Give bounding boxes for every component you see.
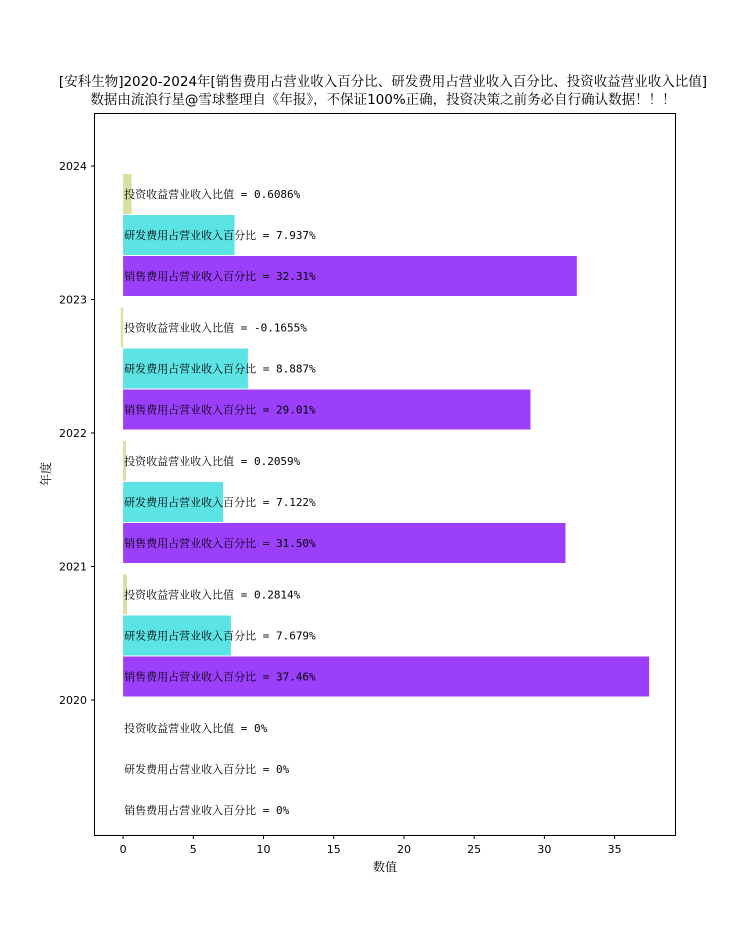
data-label-2021-series-0: 销售费用占营业收入百分比 = 37.46%	[124, 670, 316, 684]
data-label-2020-series-0: 销售费用占营业收入百分比 = 0%	[124, 804, 290, 817]
y-axis-label: 年度	[39, 461, 53, 487]
data-label-2022-series-2: 投资收益营业收入比值 = 0.2059%	[124, 455, 301, 468]
data-label-2024-series-2: 投资收益营业收入比值 = 0.6086%	[124, 188, 301, 201]
x-tick-label: 0	[119, 843, 127, 856]
plot-area	[121, 174, 649, 817]
data-label-2022-series-0: 销售费用占营业收入百分比 = 31.50%	[124, 537, 316, 550]
y-tick-label: 2023	[59, 293, 87, 307]
data-label-2020-series-1: 研发费用占营业收入百分比 = 0%	[124, 763, 290, 776]
x-tick-label: 15	[326, 843, 341, 856]
x-axis	[120, 835, 622, 856]
y-tick-label: 2024	[59, 160, 87, 173]
chart-title: [安科生物]2020-2024年[销售费用占营业收入百分比、研发费用占营业收入百分比、投资收益营业收入比值]	[58, 74, 708, 90]
x-tick-label: 10	[256, 843, 271, 856]
y-tick-label: 2021	[59, 560, 87, 574]
x-tick-label: 30	[537, 843, 552, 856]
x-tick-label: 20	[396, 843, 411, 856]
x-tick-label: 25	[467, 843, 482, 856]
data-label-2024-series-1: 研发费用占营业收入百分比 = 7.937%	[124, 229, 316, 242]
data-label-2020-series-2: 投资收益营业收入比值 = 0%	[124, 722, 268, 735]
chart-subtitle: 数据由流浪行星@雪球整理自《年报》，不保证100%正确，投资决策之前务必自行确认数据！！！	[90, 92, 676, 108]
data-label-2024-series-0: 销售费用占营业收入百分比 = 32.31%	[124, 270, 316, 283]
y-tick-label: 2020	[59, 694, 87, 707]
y-axis	[59, 160, 95, 707]
data-label-2023-series-0: 销售费用占营业收入百分比 = 29.01%	[124, 403, 316, 417]
bar-2023-series-2	[121, 308, 123, 348]
data-label-2022-series-1: 研发费用占营业收入百分比 = 7.122%	[124, 496, 316, 509]
data-label-2021-series-1: 研发费用占营业收入百分比 = 7.679%	[124, 629, 316, 643]
data-label-2023-series-2: 投资收益营业收入比值 = -0.1655%	[124, 321, 307, 335]
data-label-2021-series-2: 投资收益营业收入比值 = 0.2814%	[124, 588, 301, 602]
x-tick-label: 35	[607, 843, 622, 856]
data-label-2023-series-1: 研发费用占营业收入百分比 = 8.887%	[124, 362, 316, 376]
x-tick-label: 5	[189, 843, 197, 856]
y-tick-label: 2022	[59, 427, 87, 440]
x-axis-label: 数值	[372, 860, 398, 874]
